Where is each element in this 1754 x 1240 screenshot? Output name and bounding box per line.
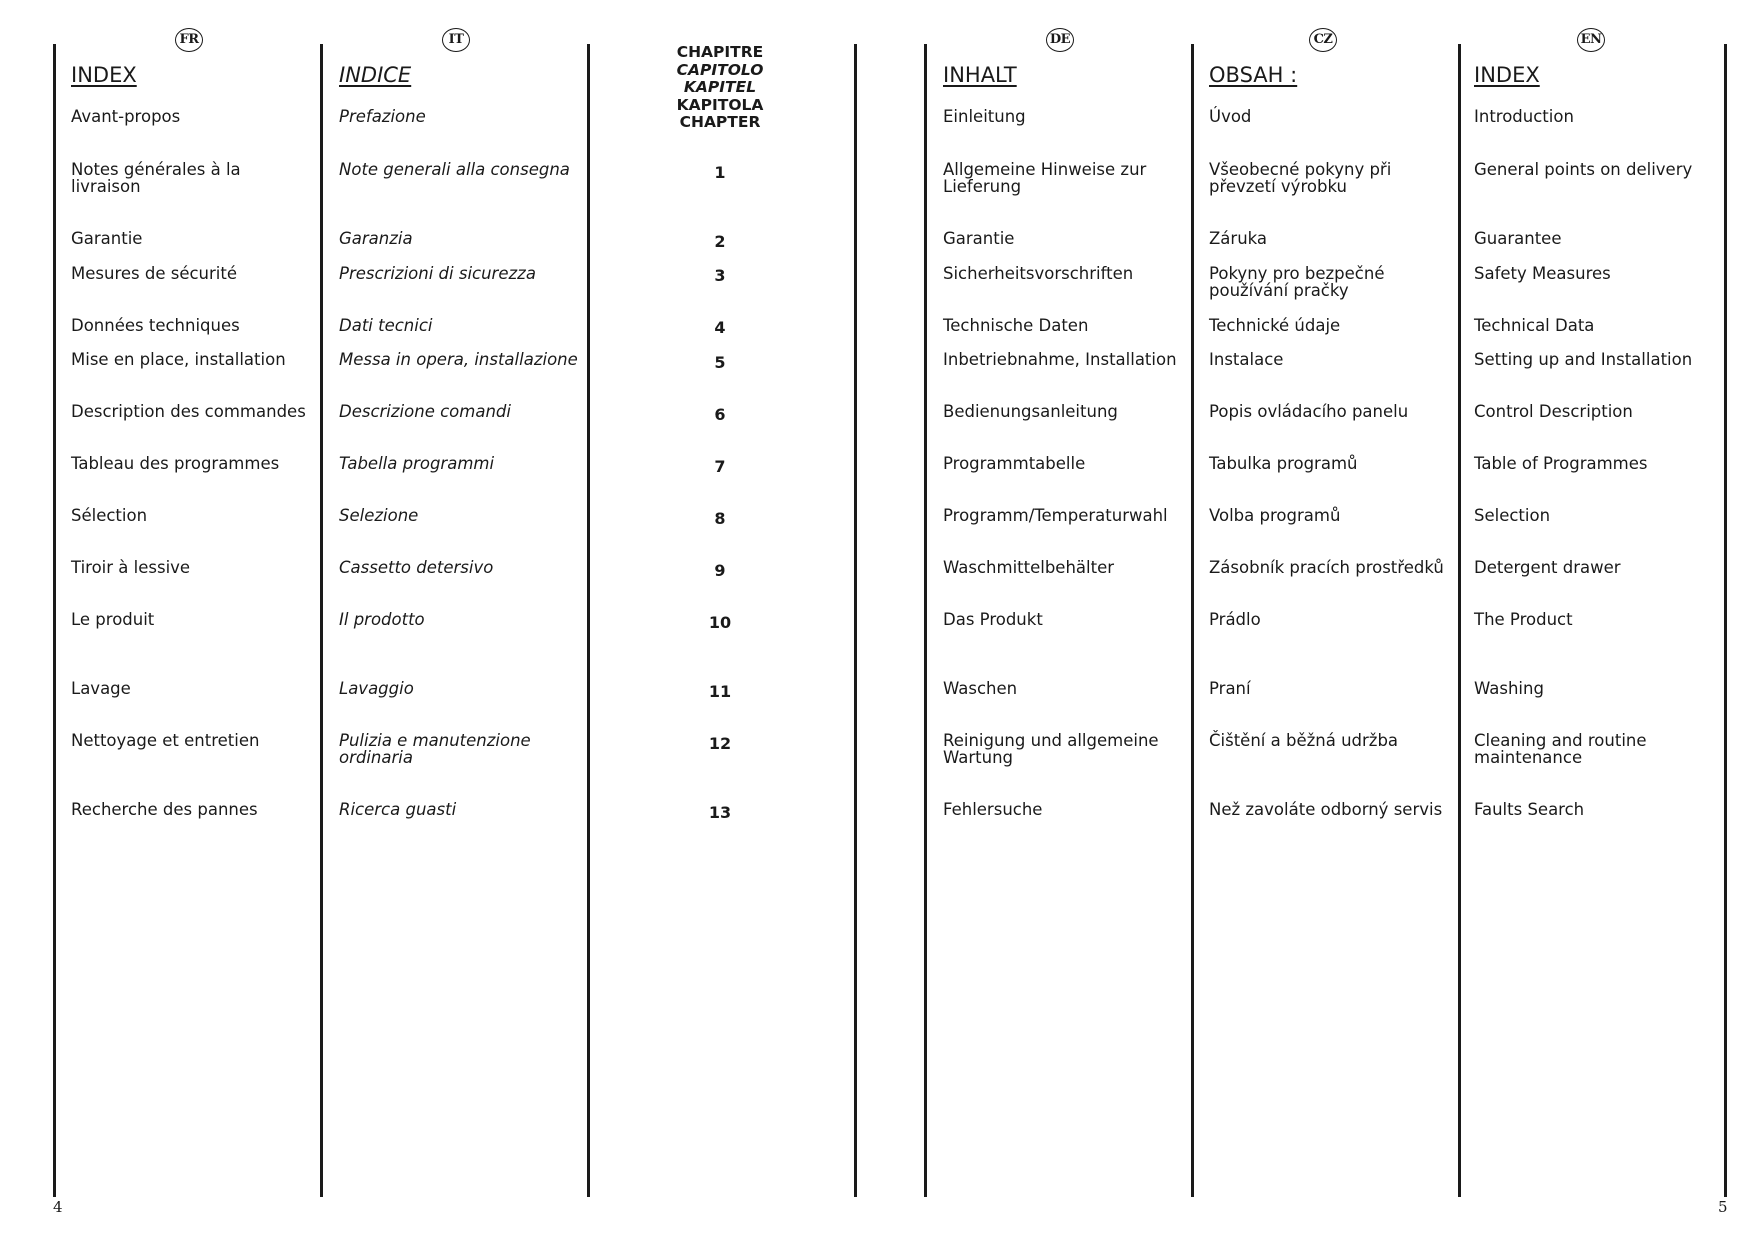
index-item-it: Garanzia [339, 229, 413, 248]
page-number-left: 4 [53, 1198, 63, 1216]
index-item-cz: Instalace [1209, 350, 1284, 369]
index-item-it: Dati tecnici [339, 316, 433, 335]
index-item-fr: Lavage [71, 679, 131, 698]
index-item-it: Tabella programmi [339, 454, 495, 473]
chapter-number: 2 [714, 232, 726, 251]
index-item-cz: Prádlo [1209, 610, 1261, 629]
index-item-de: Programmtabelle [943, 454, 1086, 473]
index-item-fr: Notes générales à la livraison [71, 160, 241, 196]
column-rule [924, 44, 927, 1197]
index-item-cz: Všeobecné pokyny při převzetí výrobku [1209, 160, 1392, 196]
index-item-en: Faults Search [1474, 800, 1585, 819]
index-heading-fr: INDEX [71, 63, 137, 87]
index-item-de: Waschen [943, 679, 1018, 698]
index-item-fr: Garantie [71, 229, 143, 248]
index-item-fr: Le produit [71, 610, 155, 629]
index-item-en: Selection [1474, 506, 1551, 525]
index-heading-it: INDICE [339, 63, 412, 87]
chapter-number: 13 [708, 803, 732, 822]
index-item-de: Das Produkt [943, 610, 1043, 629]
index-item-en: Safety Measures [1474, 264, 1611, 283]
index-item-en: Guarantee [1474, 229, 1562, 248]
index-item-de: Einleitung [943, 107, 1026, 126]
column-rule [53, 44, 56, 1197]
chapter-label-en: CHAPTER [679, 113, 761, 131]
index-item-fr: Données techniques [71, 316, 240, 335]
index-item-de: Allgemeine Hinweise zur Lieferung [943, 160, 1147, 196]
index-item-en: Introduction [1474, 107, 1574, 126]
index-item-en: Detergent drawer [1474, 558, 1621, 577]
index-item-it: Descrizione comandi [339, 402, 511, 421]
index-item-fr: Avant-propos [71, 107, 181, 126]
chapter-number: 10 [708, 613, 732, 632]
language-badge-cz: CZ [1309, 28, 1337, 52]
index-item-de: Programm/Temperaturwahl [943, 506, 1168, 525]
language-badge-de: DE [1046, 28, 1074, 52]
index-item-cz: Zásobník pracích prostředků [1209, 558, 1444, 577]
chapter-label-de: KAPITEL [683, 78, 757, 96]
index-item-en: Washing [1474, 679, 1544, 698]
index-item-it: Prescrizioni di sicurezza [339, 264, 536, 283]
chapter-number: 3 [714, 266, 726, 285]
index-item-fr: Description des commandes [71, 402, 306, 421]
chapter-number: 8 [714, 509, 726, 528]
index-item-de: Waschmittelbehälter [943, 558, 1115, 577]
index-item-cz: Než zavoláte odborný servis [1209, 800, 1443, 819]
index-item-it: Lavaggio [339, 679, 414, 698]
index-item-de: Inbetriebnahme, Installation [943, 350, 1177, 369]
index-item-en: The Product [1474, 610, 1573, 629]
index-item-en: General points on delivery [1474, 160, 1693, 179]
chapter-label-fr: CHAPITRE [676, 43, 764, 61]
chapter-number: 11 [708, 682, 732, 701]
column-rule [587, 44, 590, 1197]
index-item-en: Setting up and Installation [1474, 350, 1693, 369]
chapter-number: 9 [714, 561, 726, 580]
index-item-it: Selezione [339, 506, 419, 525]
index-item-cz: Záruka [1209, 229, 1268, 248]
index-item-cz: Volba programů [1209, 506, 1341, 525]
index-item-cz: Tabulka programů [1209, 454, 1358, 473]
index-item-it: Pulizia e manutenzione ordinaria [339, 731, 531, 767]
chapter-number: 7 [714, 457, 726, 476]
column-rule [1458, 44, 1461, 1197]
index-item-fr: Tiroir à lessive [71, 558, 191, 577]
column-rule [320, 44, 323, 1197]
index-item-de: Reinigung und allgemeine Wartung [943, 731, 1159, 767]
chapter-number: 4 [714, 318, 726, 337]
index-item-en: Control Description [1474, 402, 1633, 421]
chapter-label-it: CAPITOLO [676, 60, 764, 79]
index-item-cz: Úvod [1209, 107, 1252, 126]
index-item-de: Fehlersuche [943, 800, 1043, 819]
chapter-number: 1 [714, 163, 726, 182]
index-item-fr: Recherche des pannes [71, 800, 258, 819]
chapter-header [650, 44, 790, 132]
index-item-de: Sicherheitsvorschriften [943, 264, 1134, 283]
index-item-it: Il prodotto [339, 610, 425, 629]
chapter-number: 12 [708, 734, 732, 753]
index-heading-de: INHALT [943, 63, 1017, 87]
index-item-de: Garantie [943, 229, 1015, 248]
language-badge-en: EN [1577, 28, 1605, 52]
index-item-cz: Pokyny pro bezpečné používání pračky [1209, 264, 1385, 300]
index-item-cz: Popis ovládacího panelu [1209, 402, 1409, 421]
language-badge-it: IT [442, 28, 470, 52]
index-item-en: Cleaning and routine maintenance [1474, 731, 1647, 767]
column-rule [1724, 44, 1727, 1197]
chapter-label-cz: KAPITOLA [676, 95, 764, 114]
index-item-it: Note generali alla consegna [339, 160, 570, 179]
index-item-it: Ricerca guasti [339, 800, 457, 819]
index-item-en: Technical Data [1474, 316, 1595, 335]
index-item-it: Cassetto detersivo [339, 558, 494, 577]
index-item-fr: Mesures de sécurité [71, 264, 237, 283]
page-number-right: 5 [1718, 1198, 1728, 1216]
index-item-fr: Sélection [71, 506, 148, 525]
index-heading-en: INDEX [1474, 63, 1540, 87]
index-item-fr: Tableau des programmes [71, 454, 280, 473]
index-item-it: Prefazione [339, 107, 426, 126]
language-badge-fr: FR [175, 28, 203, 52]
chapter-number: 6 [714, 405, 726, 424]
index-item-de: Bedienungsanleitung [943, 402, 1118, 421]
index-item-fr: Mise en place, installation [71, 350, 286, 369]
index-heading-cz: OBSAH : [1209, 63, 1298, 87]
index-item-fr: Nettoyage et entretien [71, 731, 260, 750]
index-item-it: Messa in opera, installazione [339, 350, 578, 369]
index-item-cz: Technické údaje [1209, 316, 1341, 335]
column-rule [1191, 44, 1194, 1197]
index-item-cz: Praní [1209, 679, 1251, 698]
index-item-cz: Čištění a běžná udržba [1209, 731, 1399, 750]
column-rule [854, 44, 857, 1197]
index-item-en: Table of Programmes [1474, 454, 1648, 473]
chapter-number: 5 [714, 353, 726, 372]
index-item-de: Technische Daten [943, 316, 1089, 335]
